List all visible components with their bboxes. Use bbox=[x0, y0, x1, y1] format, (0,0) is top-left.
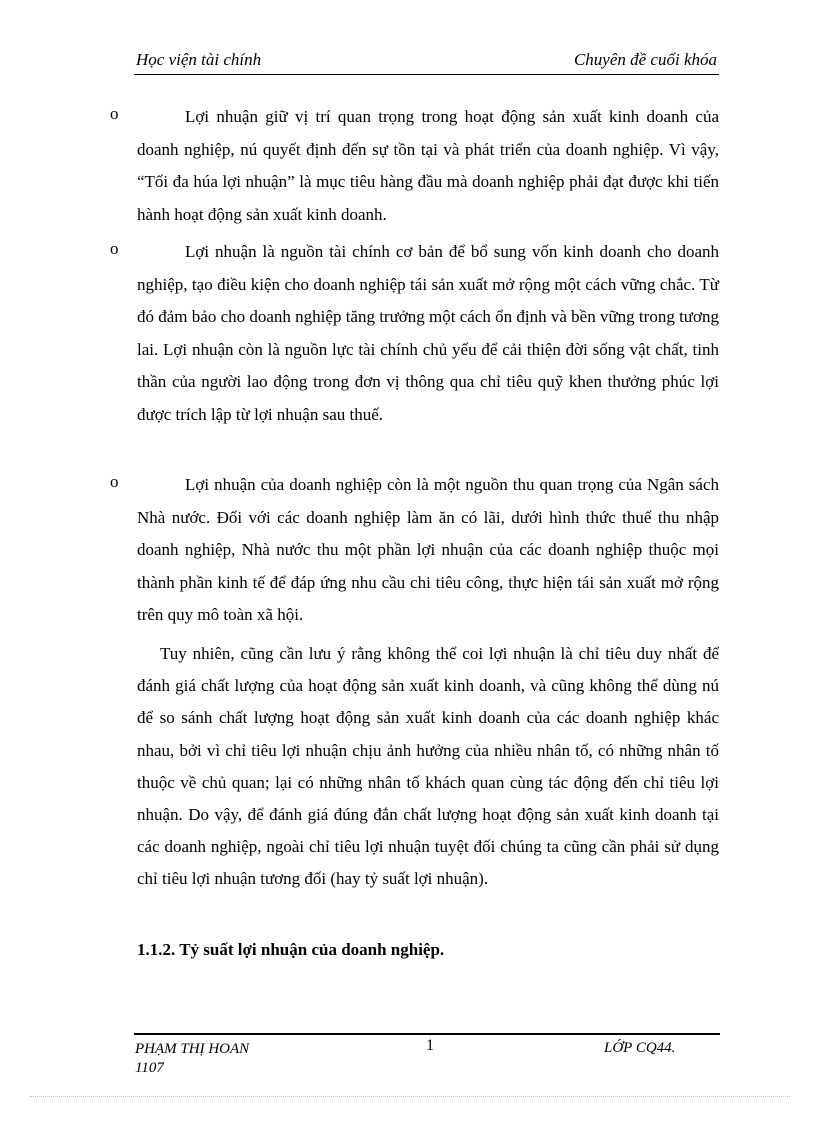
bullet-mark: o bbox=[110, 472, 119, 491]
section-heading: 1.1.2. Tỷ suất lợi nhuận của doanh nghiệp. bbox=[137, 940, 445, 959]
bullet-text: Lợi nhuận của doanh nghiệp còn là một nguồn thu quan trọng của Ngân sách Nhà nước. Đối với các doanh nghiệp làm ăn có lãi, dưới hình thức thuế thu nhập doanh nghiệp, Nhà nước thu một phần lợi nhuận của các doanh nghiệp thuộc mọi thành phần kinh tế để đáp ứng nhu cầu chi tiêu công, thực hiện tái sản xuất mở rộng trên quy mô toàn xã hội. bbox=[137, 475, 719, 624]
body-paragraph: Tuy nhiên, cũng cần lưu ý rằng không thể coi lợi nhuận là chỉ tiêu duy nhất để đánh giá chất lượng của hoạt động sản xuất kinh doanh, và cũng không thể dùng nú để so sánh chất lượng hoạt động sản xuất kinh doanh của các doanh nghiệp khác nhau, bởi vì chỉ tiêu lợi nhuận chịu ảnh hưởng của nhiều nhân tố, có những nhân tố thuộc về chủ quan; lại có những nhân tố khách quan cùng tác động đến chỉ tiêu lợi nhuận. Do vậy, để đánh giá đúng đắn chất lượng hoạt động sản xuất kinh doanh tại các doanh nghiệp, ngoài chỉ tiêu lợi nhuận tuyệt đối chúng ta cũng cần phải sử dụng chỉ tiêu lợi nhuận tương đối (hay tỷ suất lợi nhuận). bbox=[137, 644, 719, 889]
page-header bbox=[134, 48, 719, 75]
page-bottom-divider bbox=[30, 1096, 790, 1097]
footer-author bbox=[135, 1040, 249, 1078]
bullet-text: Lợi nhuận giữ vị trí quan trọng trong hoạt động sản xuất kinh doanh của doanh nghiệp, nú quyết định đến sự tồn tại và phát triển của doanh nghiệp. Vì vậy, “Tối đa húa lợi nhuận” là mục tiêu hàng đầu mà doanh nghiệp phải đạt được khi tiến hành hoạt động sản xuất kinh doanh. bbox=[137, 107, 719, 224]
page-number: 1 bbox=[426, 1037, 434, 1054]
bullet-mark: o bbox=[110, 104, 119, 123]
bullet-text: Lợi nhuận là nguồn tài chính cơ bản để bổ sung vốn kinh doanh cho doanh nghiệp, tạo điều kiện cho doanh nghiệp tái sản xuất mở rộng một cách vững chắc. Từ đó đảm bảo cho doanh nghiệp tăng trưởng một cách ổn định và bền vững trong tương lai. Lợi nhuận còn là nguồn lực tài chính chủ yếu để cải thiện đời sống vật chất, tinh thần của người lao động trong đơn vị thông qua chỉ tiêu quỹ khen thưởng phúc lợi được trích lập từ lợi nhuận sau thuế. bbox=[137, 242, 719, 424]
footer-class: LỚP CQ44. bbox=[604, 1040, 676, 1056]
footer-author-name: PHẠM THỊ HOAN bbox=[135, 1041, 250, 1057]
header-institution: Học viện tài chính bbox=[136, 50, 262, 69]
header-document-type: Chuyên đề cuối khóa bbox=[573, 50, 717, 69]
footer-author-id: 1107 bbox=[135, 1060, 164, 1076]
bullet-mark: o bbox=[110, 239, 119, 258]
page-footer bbox=[134, 1033, 720, 1085]
